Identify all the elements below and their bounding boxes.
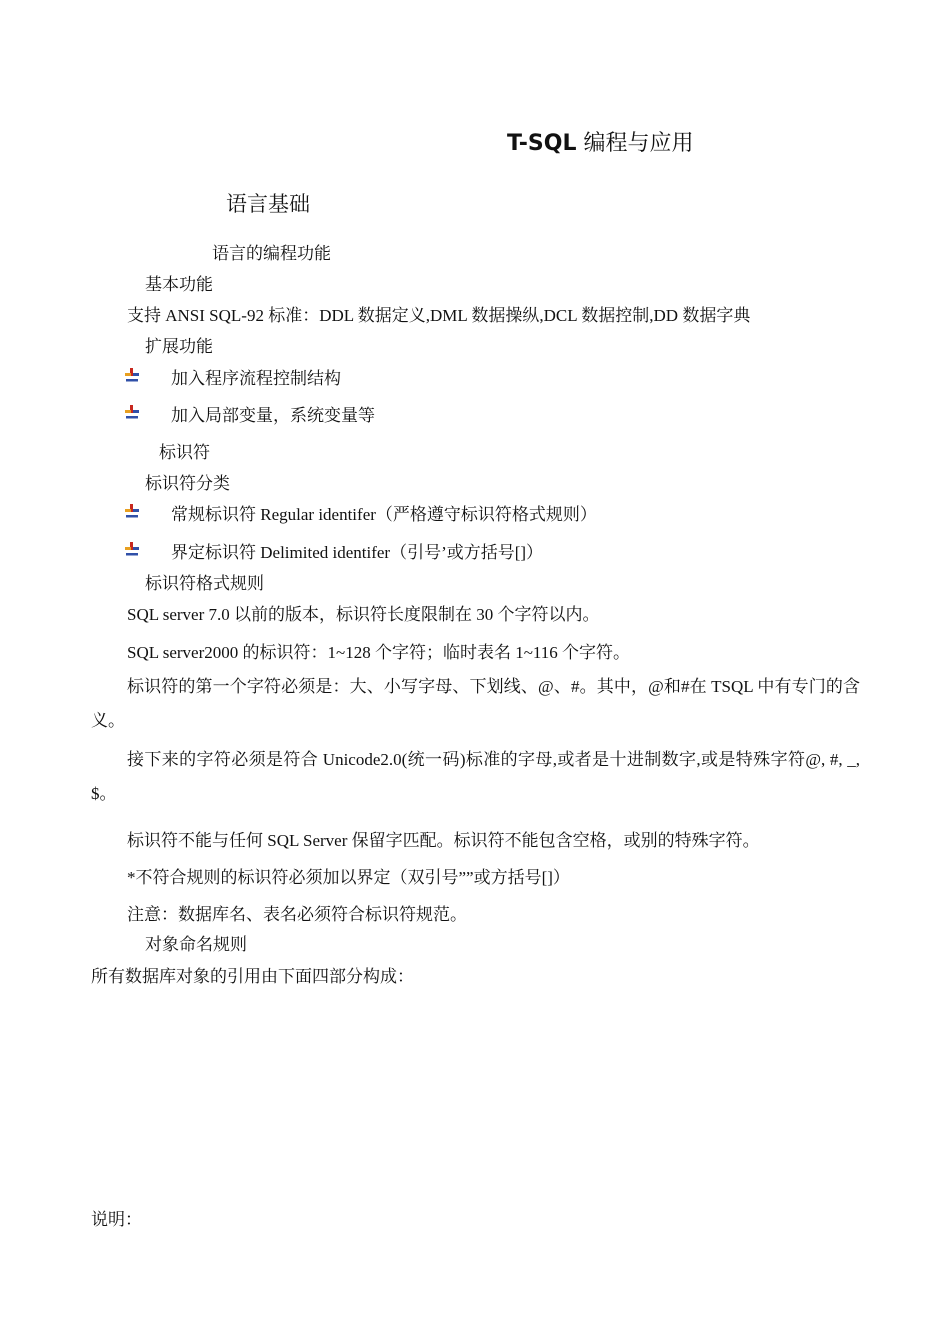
bullet-arrow-icon: [124, 367, 140, 383]
identifier-heading: 标识符: [159, 443, 210, 463]
bullet-arrow-icon: [124, 541, 140, 557]
extended-item: 加入局部变量，系统变量等: [171, 406, 375, 425]
bullet-arrow-icon: [124, 503, 140, 519]
title-rest: 编程与应用: [576, 131, 694, 156]
naming-heading: 对象命名规则: [145, 935, 247, 955]
identifier-rule: *不符合规则的标识符必须加以界定（双引号””或方括号[]）: [127, 868, 570, 887]
extended-heading: 扩展功能: [145, 337, 213, 357]
title-bold: T-SQL: [507, 131, 577, 156]
identifier-rule: SQL server 7.0 以前的版本，标识符长度限制在 30 个字符以内。: [127, 605, 600, 624]
subsection-heading: 语言的编程功能: [212, 244, 331, 264]
identifier-category-item: 界定标识符 Delimited identifer（引号’或方括号[]）: [171, 543, 544, 562]
identifier-category-item: 常规标识符 Regular identifer（严格遵守标识符格式规则）: [171, 505, 597, 524]
basic-text: 支持 ANSI SQL-92 标准：DDL 数据定义,DML 数据操纵,DCL 数据控制,DD 数据字典: [127, 306, 751, 325]
identifier-rule: 注意：数据库名、表名必须符合标识符规范。: [127, 905, 467, 924]
identifier-rule: SQL server2000 的标识符：1~128 个字符；临时表名 1~116 个字符。: [127, 643, 631, 662]
identifier-category-heading: 标识符分类: [145, 474, 230, 494]
identifier-rules-heading: 标识符格式规则: [145, 574, 264, 594]
basic-heading: 基本功能: [145, 275, 213, 295]
naming-text: 所有数据库对象的引用由下面四部分构成：: [91, 967, 414, 986]
page-title: [507, 126, 693, 157]
bullet-arrow-icon: [124, 404, 140, 420]
extended-item: 加入程序流程控制结构: [171, 369, 341, 388]
identifier-rule-paragraph: 接下来的字符必须是符合 Unicode2.0(统一码)标准的字母,或者是十进制数字,或是特殊字符@, #, _, $。: [91, 750, 860, 803]
identifier-rule: 标识符不能与任何 SQL Server 保留字匹配。标识符不能包含空格，或别的特殊字符。: [127, 831, 760, 850]
note-label: 说明：: [91, 1210, 142, 1229]
section-heading: 语言基础: [226, 192, 310, 216]
identifier-rule-paragraph: 标识符的第一个字符必须是：大、小写字母、下划线、@、#。其中，@和#在 TSQL 中有专门的含义。: [91, 677, 860, 730]
